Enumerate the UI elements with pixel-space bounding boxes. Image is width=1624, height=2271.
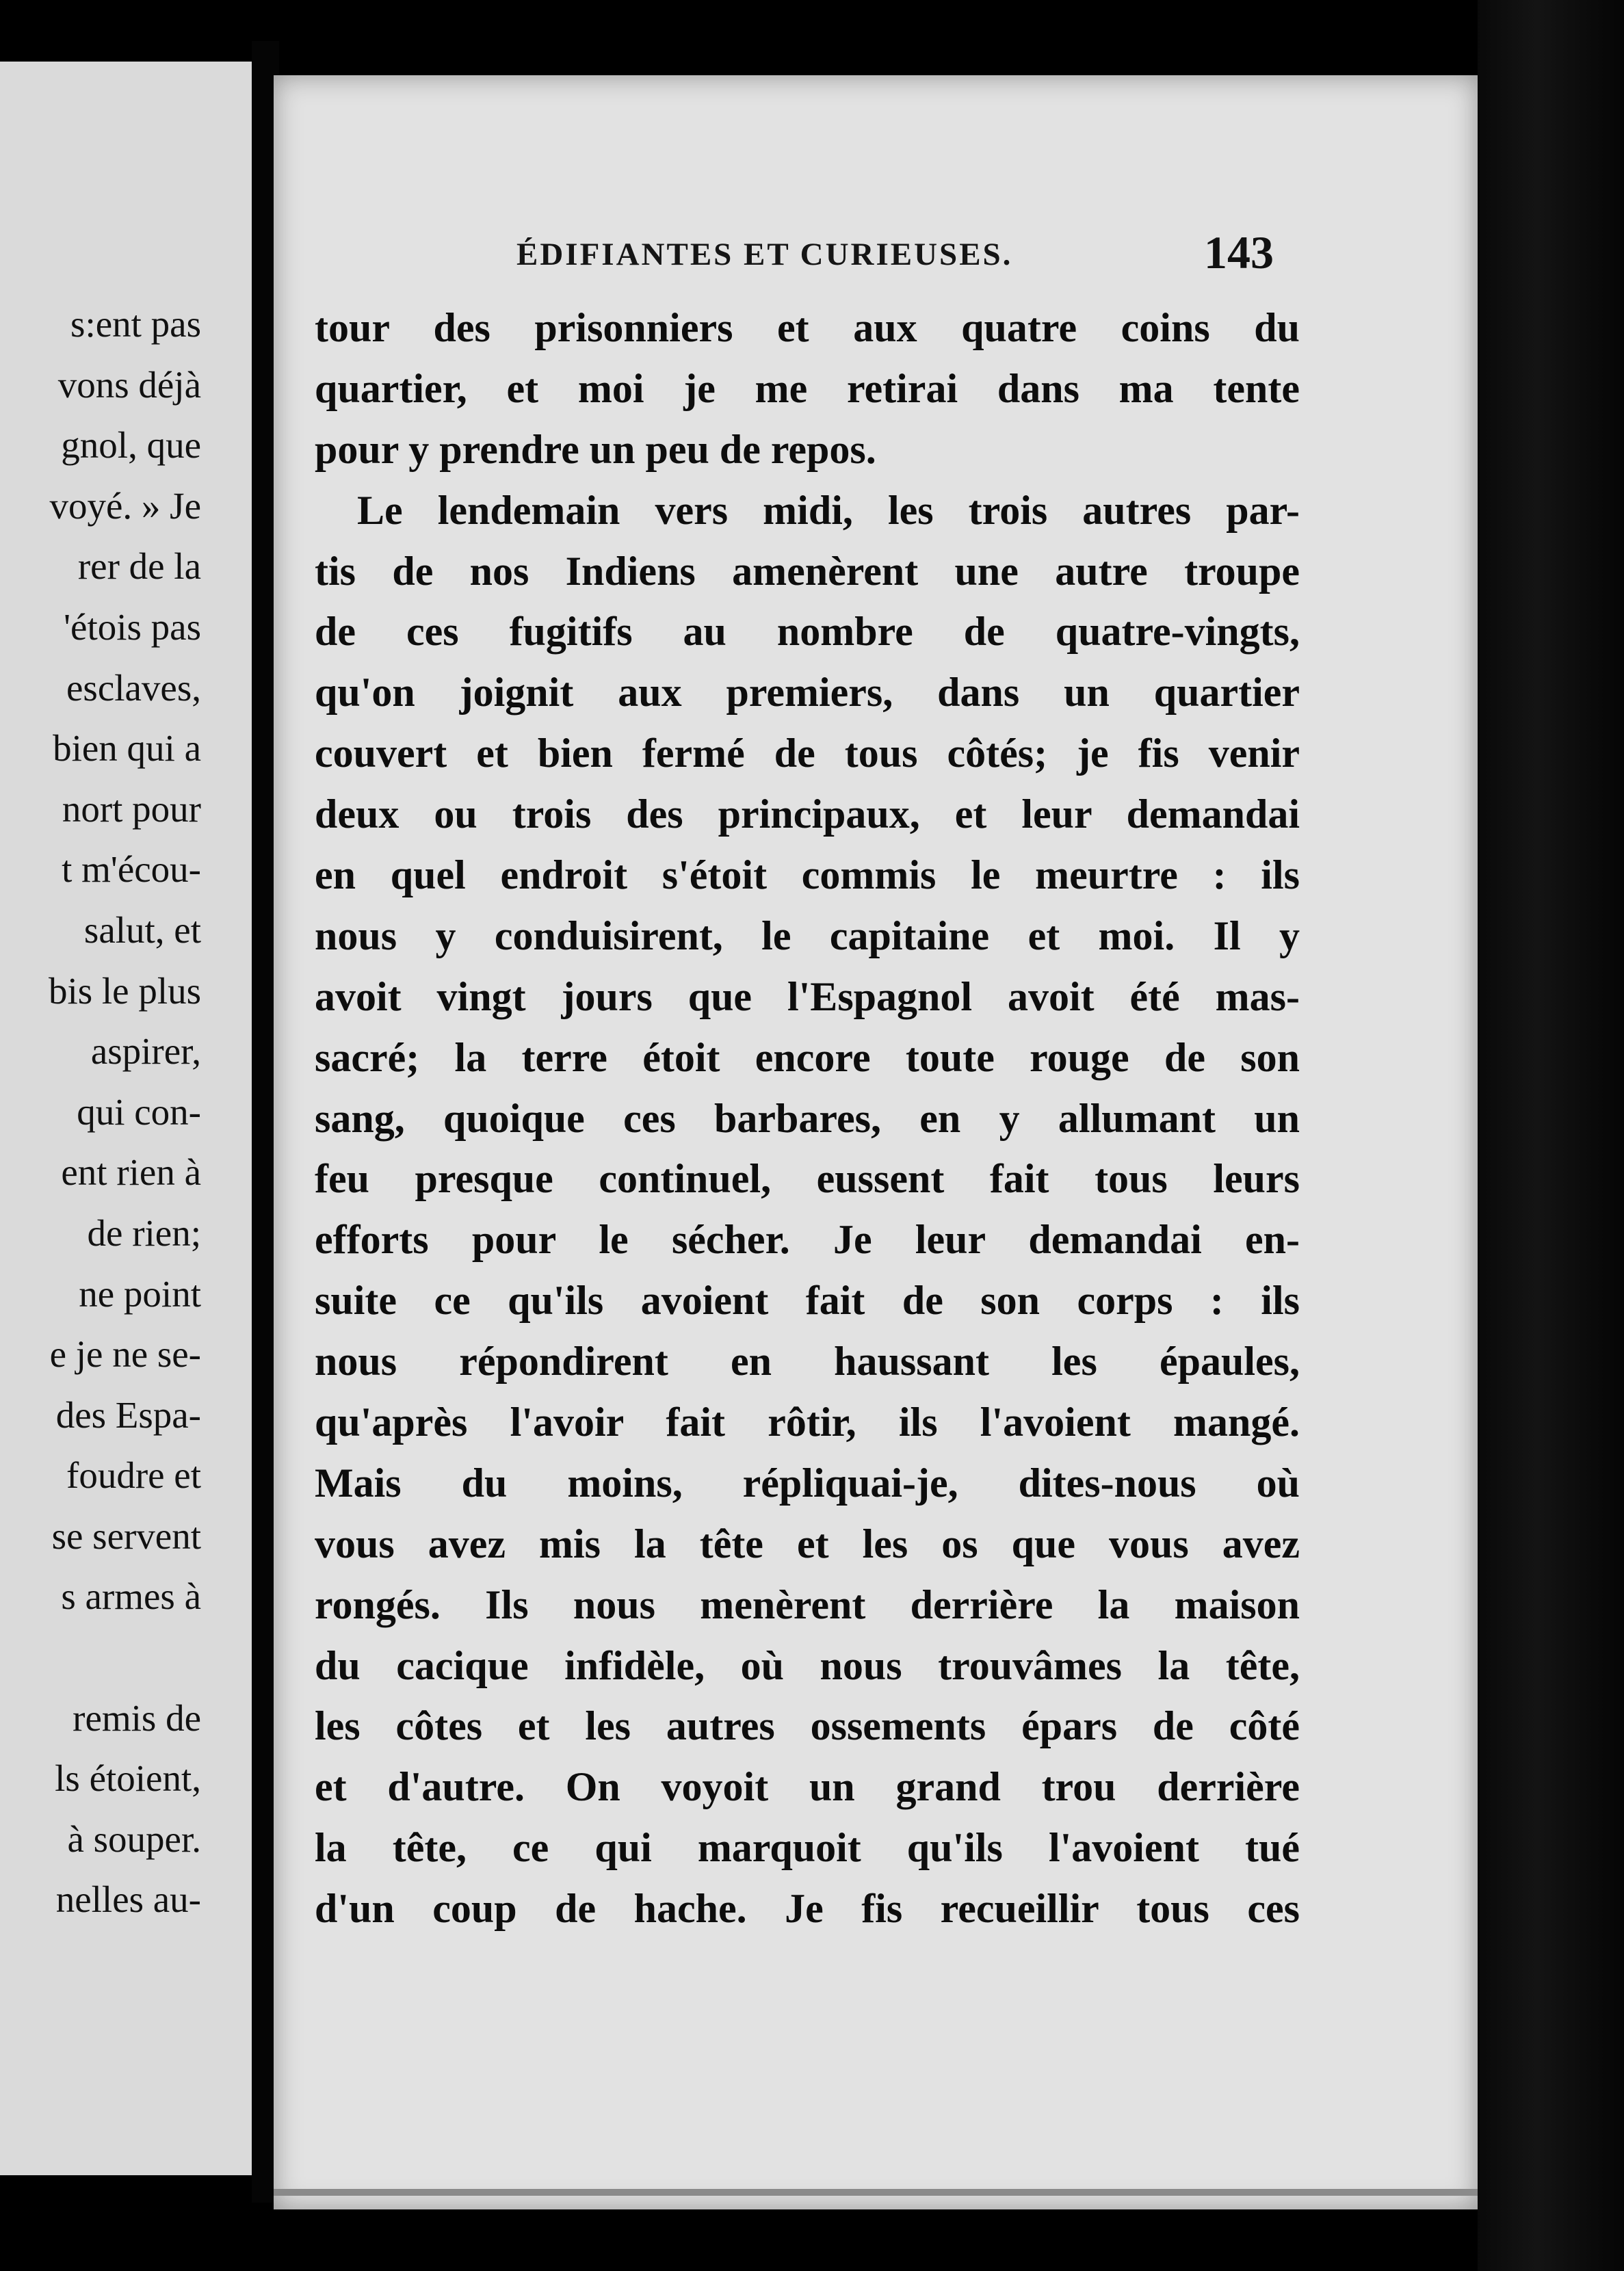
left-line: qui con- [77,1090,201,1133]
page-number: 143 [1204,226,1274,278]
left-page-text [0,294,201,1930]
left-line: nelles au- [55,1878,201,1921]
left-line: bis le plus [48,969,201,1012]
left-line: des Espa- [55,1393,201,1436]
left-line: voyé. » Je [49,484,201,527]
page-edge-shadow [1478,0,1624,2271]
text-line: nous répondirent en haussant les épaules, [315,1339,1300,1384]
text-line: sacré; la terre étoit encore toute rouge de son [315,1034,1300,1080]
text-line: Le lendemain vers midi, les trois autres par- [357,487,1300,533]
text-line: feu presque continuel, eussent fait tous leurs [315,1156,1300,1202]
left-line: nort pour [62,787,201,830]
left-line: t m'écou- [62,848,201,891]
text-line: nous y conduisirent, le capitaine et moi. Il y [315,913,1300,958]
text-line: et d'autre. On voyoit un grand trou derrière [315,1764,1300,1810]
text-line: deux ou trois des principaux, et leur demandai [315,791,1300,837]
left-line: ls étoient, [55,1757,201,1800]
text-line: de ces fugitifs au nombre de quatre-vingts, [315,609,1300,655]
left-line: ne point [79,1272,201,1315]
left-line [0,1627,201,1688]
left-line: vons déjà [57,363,201,406]
left-line: e je ne se- [49,1333,201,1376]
text-line: pour y prendre un peu de repos. [315,426,876,472]
left-line: remis de [73,1696,201,1739]
text-line: du cacique infidèle, où nous trouvâmes la tête, [315,1642,1300,1688]
text-line: qu'on joignit aux premiers, dans un quartier [315,670,1300,716]
text-line: qu'après l'avoir fait rôtir, ils l'avoient mangé. [315,1400,1300,1445]
text-line: efforts pour le sécher. Je leur demandai en- [315,1217,1300,1263]
left-line: ent rien à [61,1151,201,1194]
text-line: les côtes et les autres ossements épars de côté [315,1703,1300,1749]
text-line: sang, quoique ces barbares, en y allumant un [315,1095,1300,1141]
left-line: salut, et [83,908,201,951]
text-line: en quel endroit s'étoit commis le meurtre : ils [315,852,1300,898]
left-line: rer de la [77,545,201,588]
left-line: s armes à [61,1575,201,1618]
left-line: bien qui a [53,727,201,770]
page-bottom-edge [274,2189,1478,2196]
left-line: 'étois pas [64,605,201,648]
left-page [0,62,252,2175]
right-page [274,75,1478,2209]
left-line: de rien; [87,1211,201,1254]
left-line: se servent [51,1514,201,1557]
body-text [315,298,1300,1939]
text-line: la tête, ce qui marquoit qu'ils l'avoient tué [315,1825,1300,1871]
left-line: gnol, que [61,424,201,467]
running-header: ÉDIFIANTES ET CURIEUSES. [516,237,1013,272]
left-line: esclaves, [66,666,201,709]
left-line: aspirer, [90,1030,201,1073]
text-line: vous avez mis la tête et les os que vous avez [315,1521,1300,1566]
text-line: couvert et bien fermé de tous côtés; je fis venir [315,731,1300,776]
text-line: rongés. Ils nous menèrent derrière la maison [315,1581,1300,1627]
text-line: d'un coup de hache. Je fis recueillir tous ces [315,1886,1300,1932]
left-line: foudre et [66,1454,201,1497]
left-line: à souper. [67,1817,201,1860]
text-line: Mais du moins, répliquai-je, dites-nous où [315,1460,1300,1506]
text-line: quartier, et moi je me retirai dans ma tente [315,365,1300,411]
text-line: suite ce qu'ils avoient fait de son corps : ils [315,1278,1300,1324]
text-line: tour des prisonniers et aux quatre coins du [315,305,1300,350]
text-line: avoit vingt jours que l'Espagnol avoit été mas- [315,973,1300,1019]
text-line: tis de nos Indiens amenèrent une autre troupe [315,548,1300,594]
left-line: s:ent pas [70,303,201,345]
